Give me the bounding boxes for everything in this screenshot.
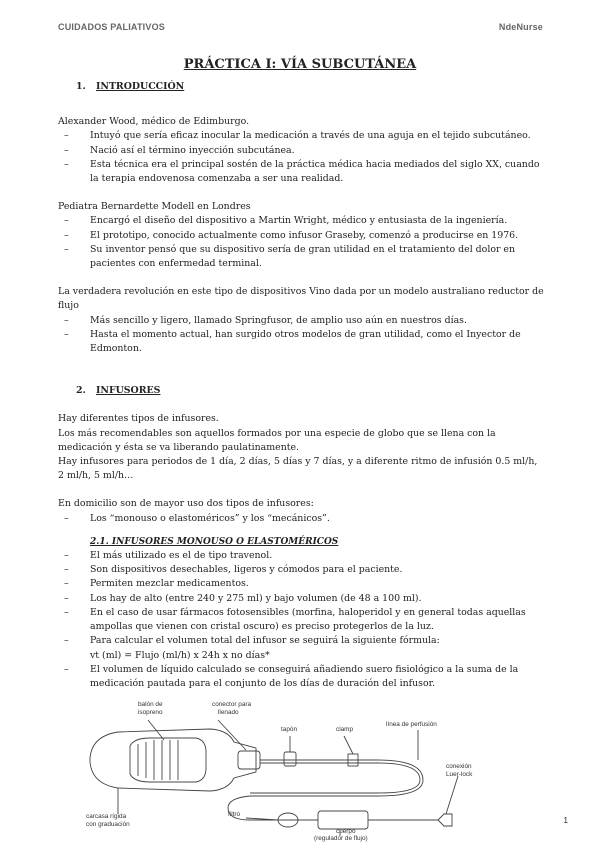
flow-regulator-shape <box>318 811 368 829</box>
label-carcasa-2: con graduación <box>86 821 130 828</box>
list-item: – En el caso de usar fármacos fotosensibles (morfina, haloperidol y en general todas aquellas ampollas que vienen con cristal oscuro) es preciso protegerlos de la luz. <box>58 606 546 634</box>
bullet-list <box>58 314 546 357</box>
label-conexion-2: Luer-lock <box>446 771 473 778</box>
list-item: – Hasta el momento actual, han surgido otros modelos de gran utilidad, como el Inyector de Edmonton. <box>58 328 546 356</box>
paragraph: Pediatra Bernardette Modell en Londres <box>58 201 251 213</box>
paragraph: En domicilio son de mayor uso dos tipos de infusores: <box>58 498 314 510</box>
section-heading-infusores <box>58 384 546 398</box>
luer-lock-shape <box>368 814 452 826</box>
running-header-right: NdeNurse <box>498 22 543 32</box>
list-item: – El más utilizado es el de tipo travenol. <box>58 549 546 563</box>
label-balon: balón de <box>138 701 163 708</box>
bullet-list <box>58 129 546 186</box>
cap-shape <box>284 752 296 766</box>
list-item: – Son dispositivos desechables, ligeros y cómodos para el paciente. <box>58 563 546 577</box>
bullet-list <box>58 663 546 691</box>
list-item: – Para calcular el volumen total del infusor se seguirá la siguiente fórmula: <box>58 634 546 648</box>
list-item: – Los hay de alto (entre 240 y 275 ml) y bajo volumen (de 48 a 100 ml). <box>58 592 546 606</box>
list-item: – Encargó el diseño del dispositivo a Martin Wright, médico y entusiasta de la ingeniería. <box>58 214 546 228</box>
label-conector: conector para <box>212 701 252 708</box>
list-item: – Los “monouso o elastoméricos” y los “mecánicos”. <box>58 512 546 526</box>
section-number: 1. <box>76 81 86 92</box>
list-item: – Permiten mezclar medicamentos. <box>58 577 546 591</box>
label-tapon: tapón <box>281 726 297 733</box>
label-conexion: conexión <box>446 763 472 770</box>
paragraph: Alexander Wood, médico de Edimburgo. <box>58 116 250 128</box>
list-item: – Su inventor pensó que su dispositivo sería de gran utilidad en el tratamiento del dolor en pacientes con enfermedad terminal. <box>58 243 546 271</box>
list-item: – Esta técnica era el principal sostén de la práctica médica hacia mediados del siglo XX, cuando la terapia endovenosa comenzaba a ser una realidad. <box>58 158 546 186</box>
page-title: PRÁCTICA I: VÍA SUBCUTÁNEA <box>183 57 417 72</box>
subsection-heading: 2.1. INFUSORES MONOUSO O ELASTOMÉRICOS <box>90 536 339 547</box>
list-item: – Nació así el término inyección subcutánea. <box>58 144 546 158</box>
page-number: 1 <box>563 816 568 825</box>
label-cuerpo-2: (regulador de flujo) <box>314 835 368 842</box>
filling-connector-shape <box>238 751 260 769</box>
document-body <box>58 80 546 691</box>
bullet-list <box>58 549 546 648</box>
label-conector-2: llenado <box>218 709 239 716</box>
label-carcasa: carcasa rígida <box>86 813 127 820</box>
running-header-left: CUIDADOS PALIATIVOS <box>58 22 165 32</box>
paragraph: La verdadera revolución en este tipo de dispositivos Vino dada por un modelo australiano reductor de flujo <box>58 286 544 312</box>
balloon-shape <box>130 738 206 782</box>
bullet-list <box>58 214 546 271</box>
paragraph: Hay diferentes tipos de infusores. <box>58 413 219 425</box>
label-filtro: filtro <box>228 811 241 818</box>
paragraph: Hay infusores para periodos de 1 día, 2 días, 5 días y 7 días, y a diferente ritmo de infusión 0.5 ml/h, 2 ml/h, 5 ml/h… <box>58 456 538 482</box>
section-heading-intro <box>58 80 546 94</box>
list-item: – El volumen de líquido calculado se conseguirá añadiendo suero fisiológico a la suma de la medicación pautada para el conjunto de los días de duración del infusor. <box>58 663 546 691</box>
label-balon-2: isopreno <box>138 709 163 716</box>
label-clamp: clamp <box>336 726 354 733</box>
list-item: – El prototipo, conocido actualmente como infusor Graseby, comenzó a producirse en 1976. <box>58 229 546 243</box>
list-item: – Más sencillo y ligero, llamado Springfusor, de amplio uso aún en nuestros días. <box>58 314 546 328</box>
bullet-list <box>58 512 546 526</box>
label-linea: línea de perfusión <box>386 721 437 728</box>
section-title: INFUSORES <box>96 385 161 397</box>
formula: vt (ml) = Flujo (ml/h) x 24h x no días* <box>90 649 270 661</box>
paragraph: Los más recomendables son aquellos formados por una especie de globo que se llena con la medicación y ésta se va liberando paulatinamente. <box>58 427 496 453</box>
section-title: INTRODUCCIÓN <box>96 81 185 92</box>
section-number: 2. <box>76 385 86 397</box>
label-cuerpo: cuerpo <box>336 828 356 835</box>
list-item: – Intuyó que sería eficaz inocular la medicación a través de una aguja en el tejido subcutáneo. <box>58 129 546 143</box>
infusor-diagram <box>78 696 508 842</box>
